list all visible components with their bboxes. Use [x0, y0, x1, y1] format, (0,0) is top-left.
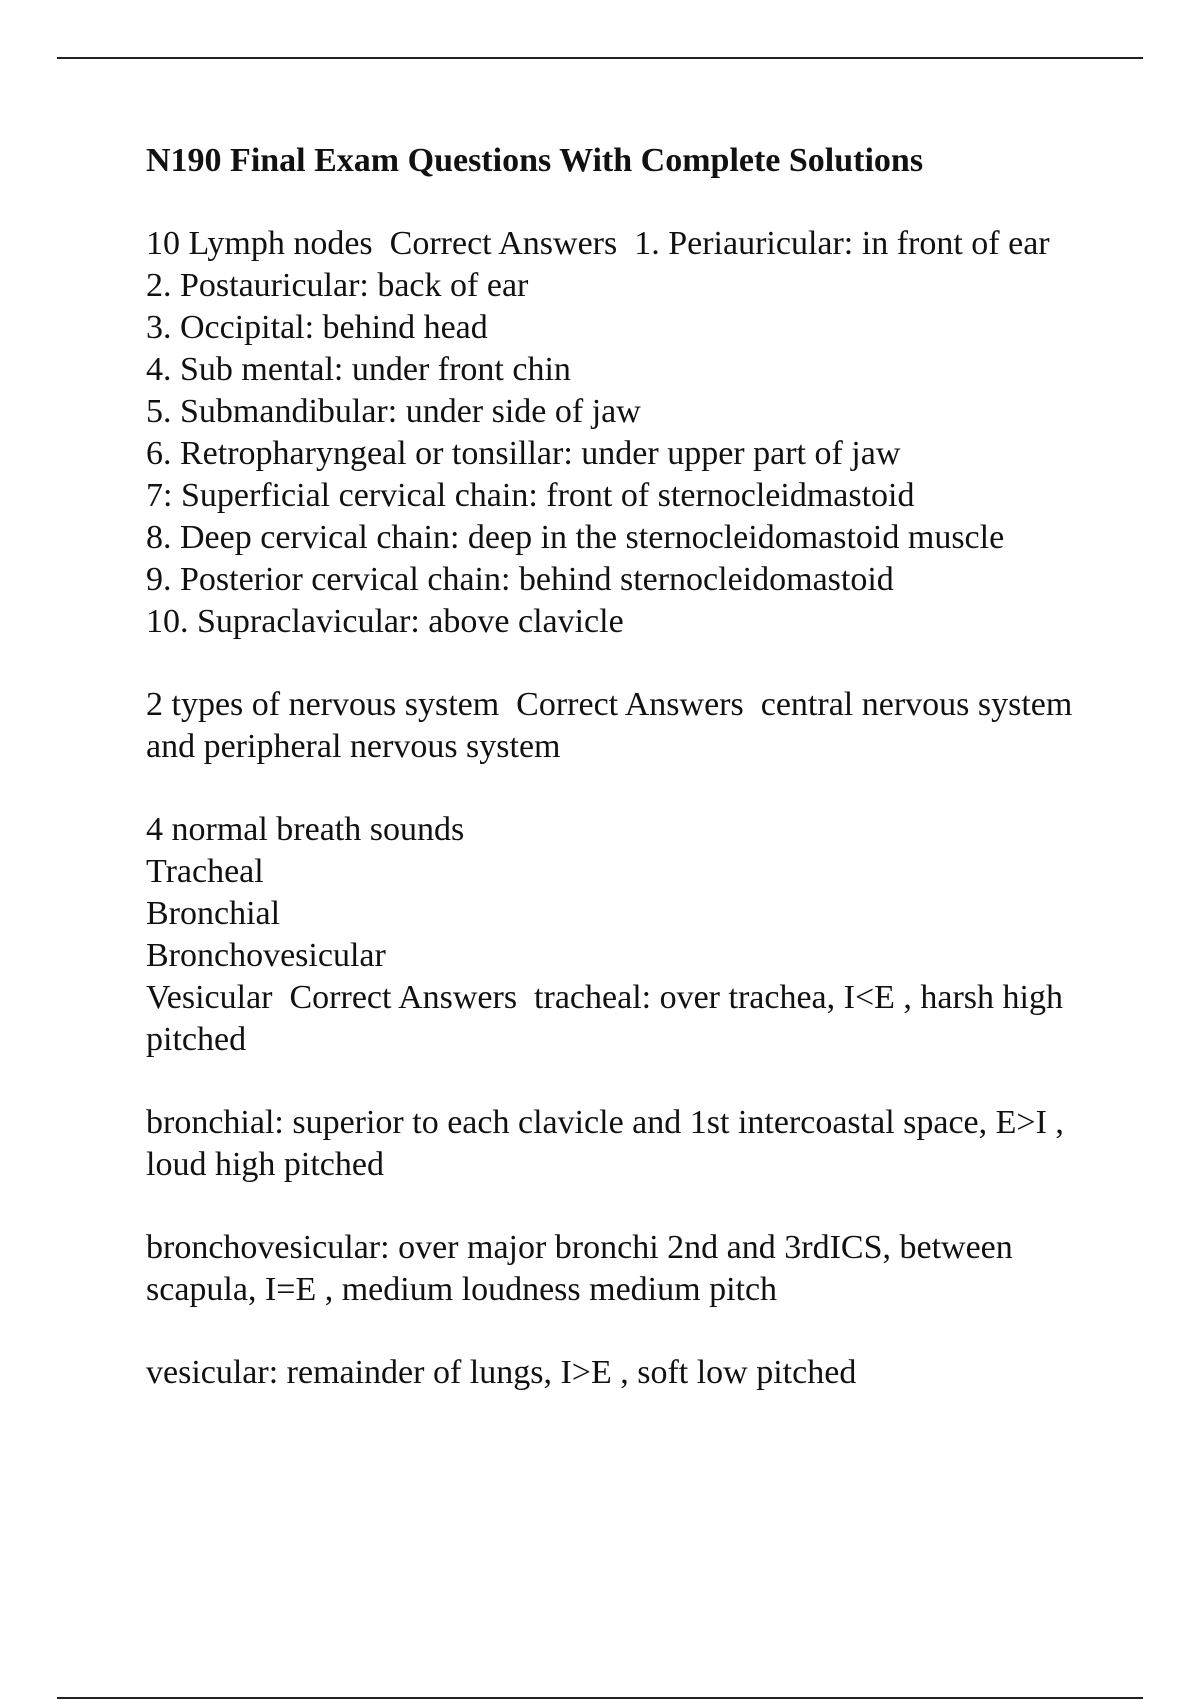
text-line: bronchovesicular: over major bronchi 2nd and 3rdICS, between scapula, I=E , medium loudness medium pitch: [146, 1229, 1022, 1308]
text-line: Vesicular Correct Answers tracheal: over trachea, I<E , harsh high pitched: [146, 979, 1072, 1058]
top-rule: [57, 57, 1143, 59]
text-line: 4 normal breath sounds: [146, 811, 465, 848]
qa-lymph-nodes: [146, 223, 1076, 643]
text-line: vesicular: remainder of lungs, I>E , soft low pitched: [146, 1354, 857, 1391]
answer-vesicular: [146, 1352, 1076, 1394]
text-line: bronchial: superior to each clavicle and 1st intercoastal space, E>I , loud high pitched: [146, 1104, 1073, 1183]
qa-nervous-system: [146, 684, 1081, 768]
document-body: [146, 140, 1081, 1394]
text-line: 6. Retropharyngeal or tonsillar: under upper part of jaw: [146, 435, 901, 472]
text-line: 8. Deep cervical chain: deep in the sternocleidomastoid muscle: [146, 519, 1005, 556]
text-line: Bronchial: [146, 895, 281, 932]
text-line: 7: Superficial cervical chain: front of sternocleidmastoid: [146, 477, 915, 514]
text-line: 3. Occipital: behind head: [146, 309, 488, 346]
text-line: 2. Postauricular: back of ear: [146, 267, 529, 304]
text-line: 4. Sub mental: under front chin: [146, 351, 571, 388]
text-line: 9. Posterior cervical chain: behind sternocleidomastoid: [146, 561, 894, 598]
page-title: N190 Final Exam Questions With Complete Solutions: [146, 142, 924, 179]
text-line: 2 types of nervous system Correct Answers central nervous system and peripheral nervous system: [146, 686, 1081, 765]
text-line: 10. Supraclavicular: above clavicle: [146, 603, 624, 640]
answer-bronchovesicular: [146, 1227, 1076, 1311]
bottom-rule: [57, 1697, 1143, 1699]
text-line: 10 Lymph nodes Correct Answers 1. Periauricular: in front of ear: [146, 225, 1050, 262]
answer-bronchial: [146, 1102, 1076, 1186]
text-line: 5. Submandibular: under side of jaw: [146, 393, 641, 430]
text-line: Bronchovesicular: [146, 937, 386, 974]
qa-breath-sounds: [146, 809, 1076, 1061]
text-line: Tracheal: [146, 853, 264, 890]
